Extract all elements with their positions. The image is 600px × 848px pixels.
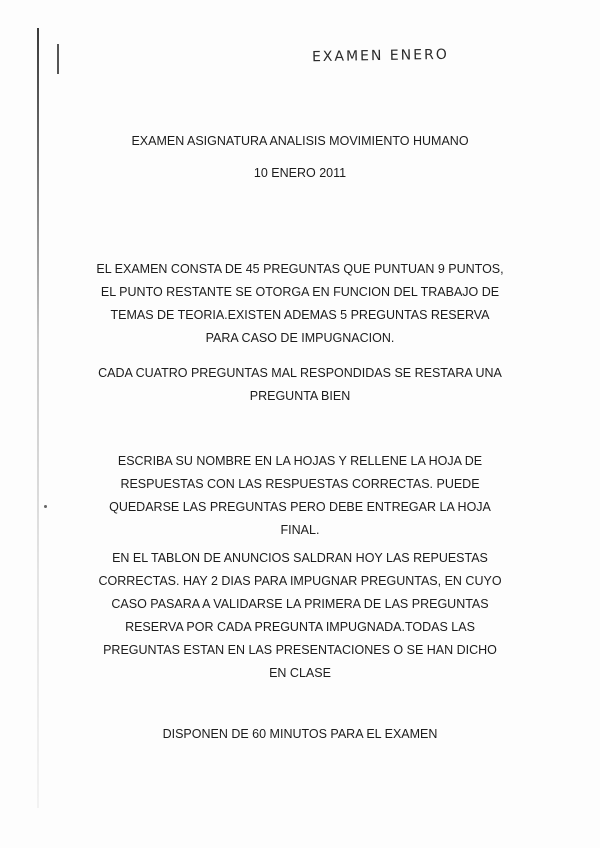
paragraph-exam-structure: EL EXAMEN CONSTA DE 45 PREGUNTAS QUE PUNTUAN 9 PUNTOS, EL PUNTO RESTANTE SE OTORGA EN FUNCION DEL TRABAJO DE TEMAS DE TEORIA.EXISTEN ADEMAS 5 PREGUNTAS RESERVA PARA CASO DE IMPUGNACION. xyxy=(96,262,504,345)
paragraph-penalty-rule: CADA CUATRO PREGUNTAS MAL RESPONDIDAS SE RESTARA UNA PREGUNTA BIEN xyxy=(98,366,502,403)
scan-mark xyxy=(57,44,59,74)
paragraph-instructions: ESCRIBA SU NOMBRE EN LA HOJAS Y RELLENE LA HOJA DE RESPUESTAS CON LAS RESPUESTAS CORRECTAS. PUEDE QUEDARSE LAS PREGUNTAS PERO DEBE ENTREGAR LA HOJA FINAL. xyxy=(109,454,491,537)
scan-edge-shadow xyxy=(37,28,39,808)
scan-speck xyxy=(44,505,47,508)
handwritten-note: EXAMEN ENERO xyxy=(311,46,449,66)
paragraph-time-limit: DISPONEN DE 60 MINUTOS PARA EL EXAMEN xyxy=(162,727,438,741)
paragraph-answers-notice: EN EL TABLON DE ANUNCIOS SALDRAN HOY LAS REPUESTAS CORRECTAS. HAY 2 DIAS PARA IMPUGNAR PREGUNTAS, EN CUYO CASO PASARA A VALIDARSE LA PRIMERA DE LAS PREGUNTAS RESERVA POR CADA PREGUNTA IMPUGNADA.TODAS LAS PREGUNTAS ESTAN EN LAS PRESENTACIONES O SE HAN DICHO EN CLASE xyxy=(98,551,502,680)
exam-title: EXAMEN ASIGNATURA ANALISIS MOVIMIENTO HUMANO xyxy=(131,134,469,148)
exam-date: 10 ENERO 2011 xyxy=(253,166,347,180)
